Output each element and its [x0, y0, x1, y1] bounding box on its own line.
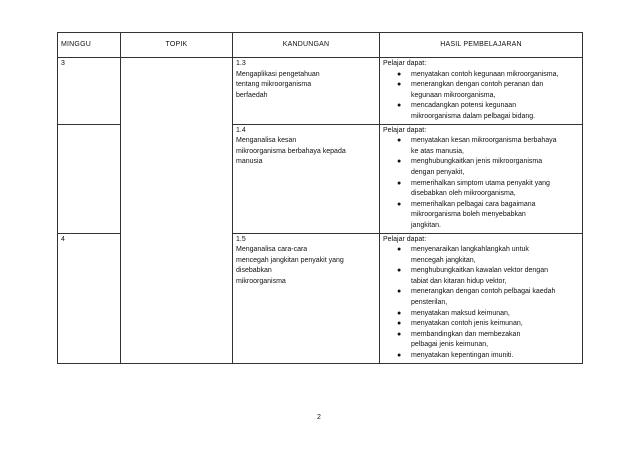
kandungan-line: Mengaplikasi pengetahuan: [236, 70, 320, 78]
kandungan-line: 1.3: [236, 60, 246, 67]
week-cell: [58, 124, 121, 233]
outcome-intro: Pelajar dapat:: [383, 235, 427, 243]
outcome-line: jangkitan.: [411, 221, 441, 229]
outcome-list: [383, 136, 579, 231]
outcome-item: [383, 351, 579, 362]
bullet-icon: ●: [397, 288, 402, 296]
header-row: [58, 33, 583, 58]
outcome-item: [383, 266, 579, 287]
hasil-cell: [380, 58, 583, 125]
page-number: 2: [317, 414, 321, 421]
hasil-cell: [380, 233, 583, 363]
outcome-item: [383, 200, 579, 232]
header-minggu: MINGGU: [58, 33, 121, 58]
outcome-line: menyatakan maksud keimunan,: [411, 309, 510, 317]
kandungan-cell: [233, 124, 380, 233]
kandungan-line: 1.5: [236, 235, 246, 243]
kandungan-line: Menganalisa kesan: [236, 137, 297, 145]
outcome-line: mikroorganisma boleh menyebabkan: [411, 211, 526, 219]
outcome-item: [383, 136, 579, 157]
kandungan-line: mikroorganisma: [236, 277, 286, 285]
outcome-item: [383, 70, 579, 81]
bullet-icon: ●: [397, 137, 402, 145]
outcome-line: membandingkan dan membezakan: [411, 330, 521, 338]
outcome-intro: Pelajar dapat:: [383, 60, 427, 67]
hasil-cell: [380, 124, 583, 233]
outcome-list: [383, 70, 579, 123]
bullet-icon: ●: [397, 309, 402, 317]
outcome-line: menyenaraikan langkahlangkah untuk: [411, 246, 529, 254]
week-cell: 4: [58, 233, 121, 363]
kandungan-line: tentang mikroorganisma: [236, 81, 312, 89]
outcome-line: menyatakan kesan mikroorganisma berbahaya: [411, 137, 557, 145]
outcome-line: mencadangkan potensi kegunaan: [411, 102, 517, 110]
table-row: [58, 58, 583, 125]
outcome-line: mencegah jangkitan,: [411, 256, 476, 264]
bullet-icon: ●: [397, 179, 402, 187]
bullet-icon: ●: [397, 81, 402, 89]
outcome-line: kegunaan mikroorganisma,: [411, 91, 496, 99]
bullet-icon: ●: [397, 320, 402, 328]
outcome-line: memerihalkan pelbagai cara bagaimana: [411, 200, 536, 208]
outcome-line: pensterilan,: [411, 299, 448, 307]
header-topik: TOPIK: [121, 33, 233, 58]
outcome-line: pelbagai jenis keimunan,: [411, 341, 489, 349]
outcome-line: tabiat dan kitaran hidup vektor,: [411, 277, 507, 285]
outcome-line: menerangkan dengan contoh pelbagai kaedah: [411, 288, 556, 296]
outcome-intro: Pelajar dapat:: [383, 126, 427, 134]
outcome-line: menghubungkaitkan kawalan vektor dengan: [411, 267, 548, 275]
outcome-item: [383, 309, 579, 320]
outcome-line: menyatakan kepentingan imuniti.: [411, 352, 514, 360]
kandungan-line: disebabkan: [236, 267, 272, 275]
outcome-line: ke atas manusia,: [411, 147, 464, 155]
outcome-list: [383, 245, 579, 362]
outcome-line: menyatakan contoh kegunaan mikroorganisma,: [411, 70, 559, 78]
bullet-icon: ●: [397, 267, 402, 275]
bullet-icon: ●: [397, 330, 402, 338]
kandungan-cell: [233, 58, 380, 125]
bullet-icon: ●: [397, 158, 402, 166]
outcome-item: [383, 319, 579, 330]
kandungan-line: mikroorganisma berbahaya kepada: [236, 147, 346, 155]
topik-cell: [121, 58, 233, 364]
bullet-icon: ●: [397, 102, 402, 110]
outcome-line: menerangkan dengan contoh peranan dan: [411, 81, 544, 89]
kandungan-cell: [233, 233, 380, 363]
table-body: [58, 58, 583, 364]
outcome-line: mikroorganisma dalam pelbagai bidang.: [411, 112, 536, 120]
outcome-item: [383, 245, 579, 266]
kandungan-line: mencegah jangkitan penyakit yang: [236, 256, 344, 264]
kandungan-line: berfaedah: [236, 91, 268, 99]
outcome-item: [383, 330, 579, 351]
outcome-line: menyatakan contoh jenis keimunan,: [411, 320, 523, 328]
bullet-icon: ●: [397, 352, 402, 360]
bullet-icon: ●: [397, 70, 402, 78]
outcome-item: [383, 287, 579, 308]
kandungan-line: manusia: [236, 158, 263, 166]
kandungan-line: Menganalisa cara-cara: [236, 246, 308, 254]
header-hasil-pembelajaran: HASIL PEMBELAJARAN: [380, 33, 583, 58]
bullet-icon: ●: [397, 200, 402, 208]
kandungan-line: 1.4: [236, 126, 246, 134]
header-kandungan: KANDUNGAN: [233, 33, 380, 58]
bullet-icon: ●: [397, 246, 402, 254]
syllabus-table: [57, 32, 583, 364]
outcome-item: [383, 80, 579, 101]
outcome-item: [383, 179, 579, 200]
outcome-item: [383, 157, 579, 178]
outcome-line: menghubungkaitkan jenis mikroorganisma: [411, 158, 543, 166]
outcome-item: [383, 101, 579, 122]
outcome-line: dengan penyakit,: [411, 168, 465, 176]
outcome-line: disebabkan oleh mikroorganisma,: [411, 190, 516, 198]
week-cell: 3: [58, 58, 121, 125]
outcome-line: memerihalkan simptom utama penyakit yang: [411, 179, 550, 187]
